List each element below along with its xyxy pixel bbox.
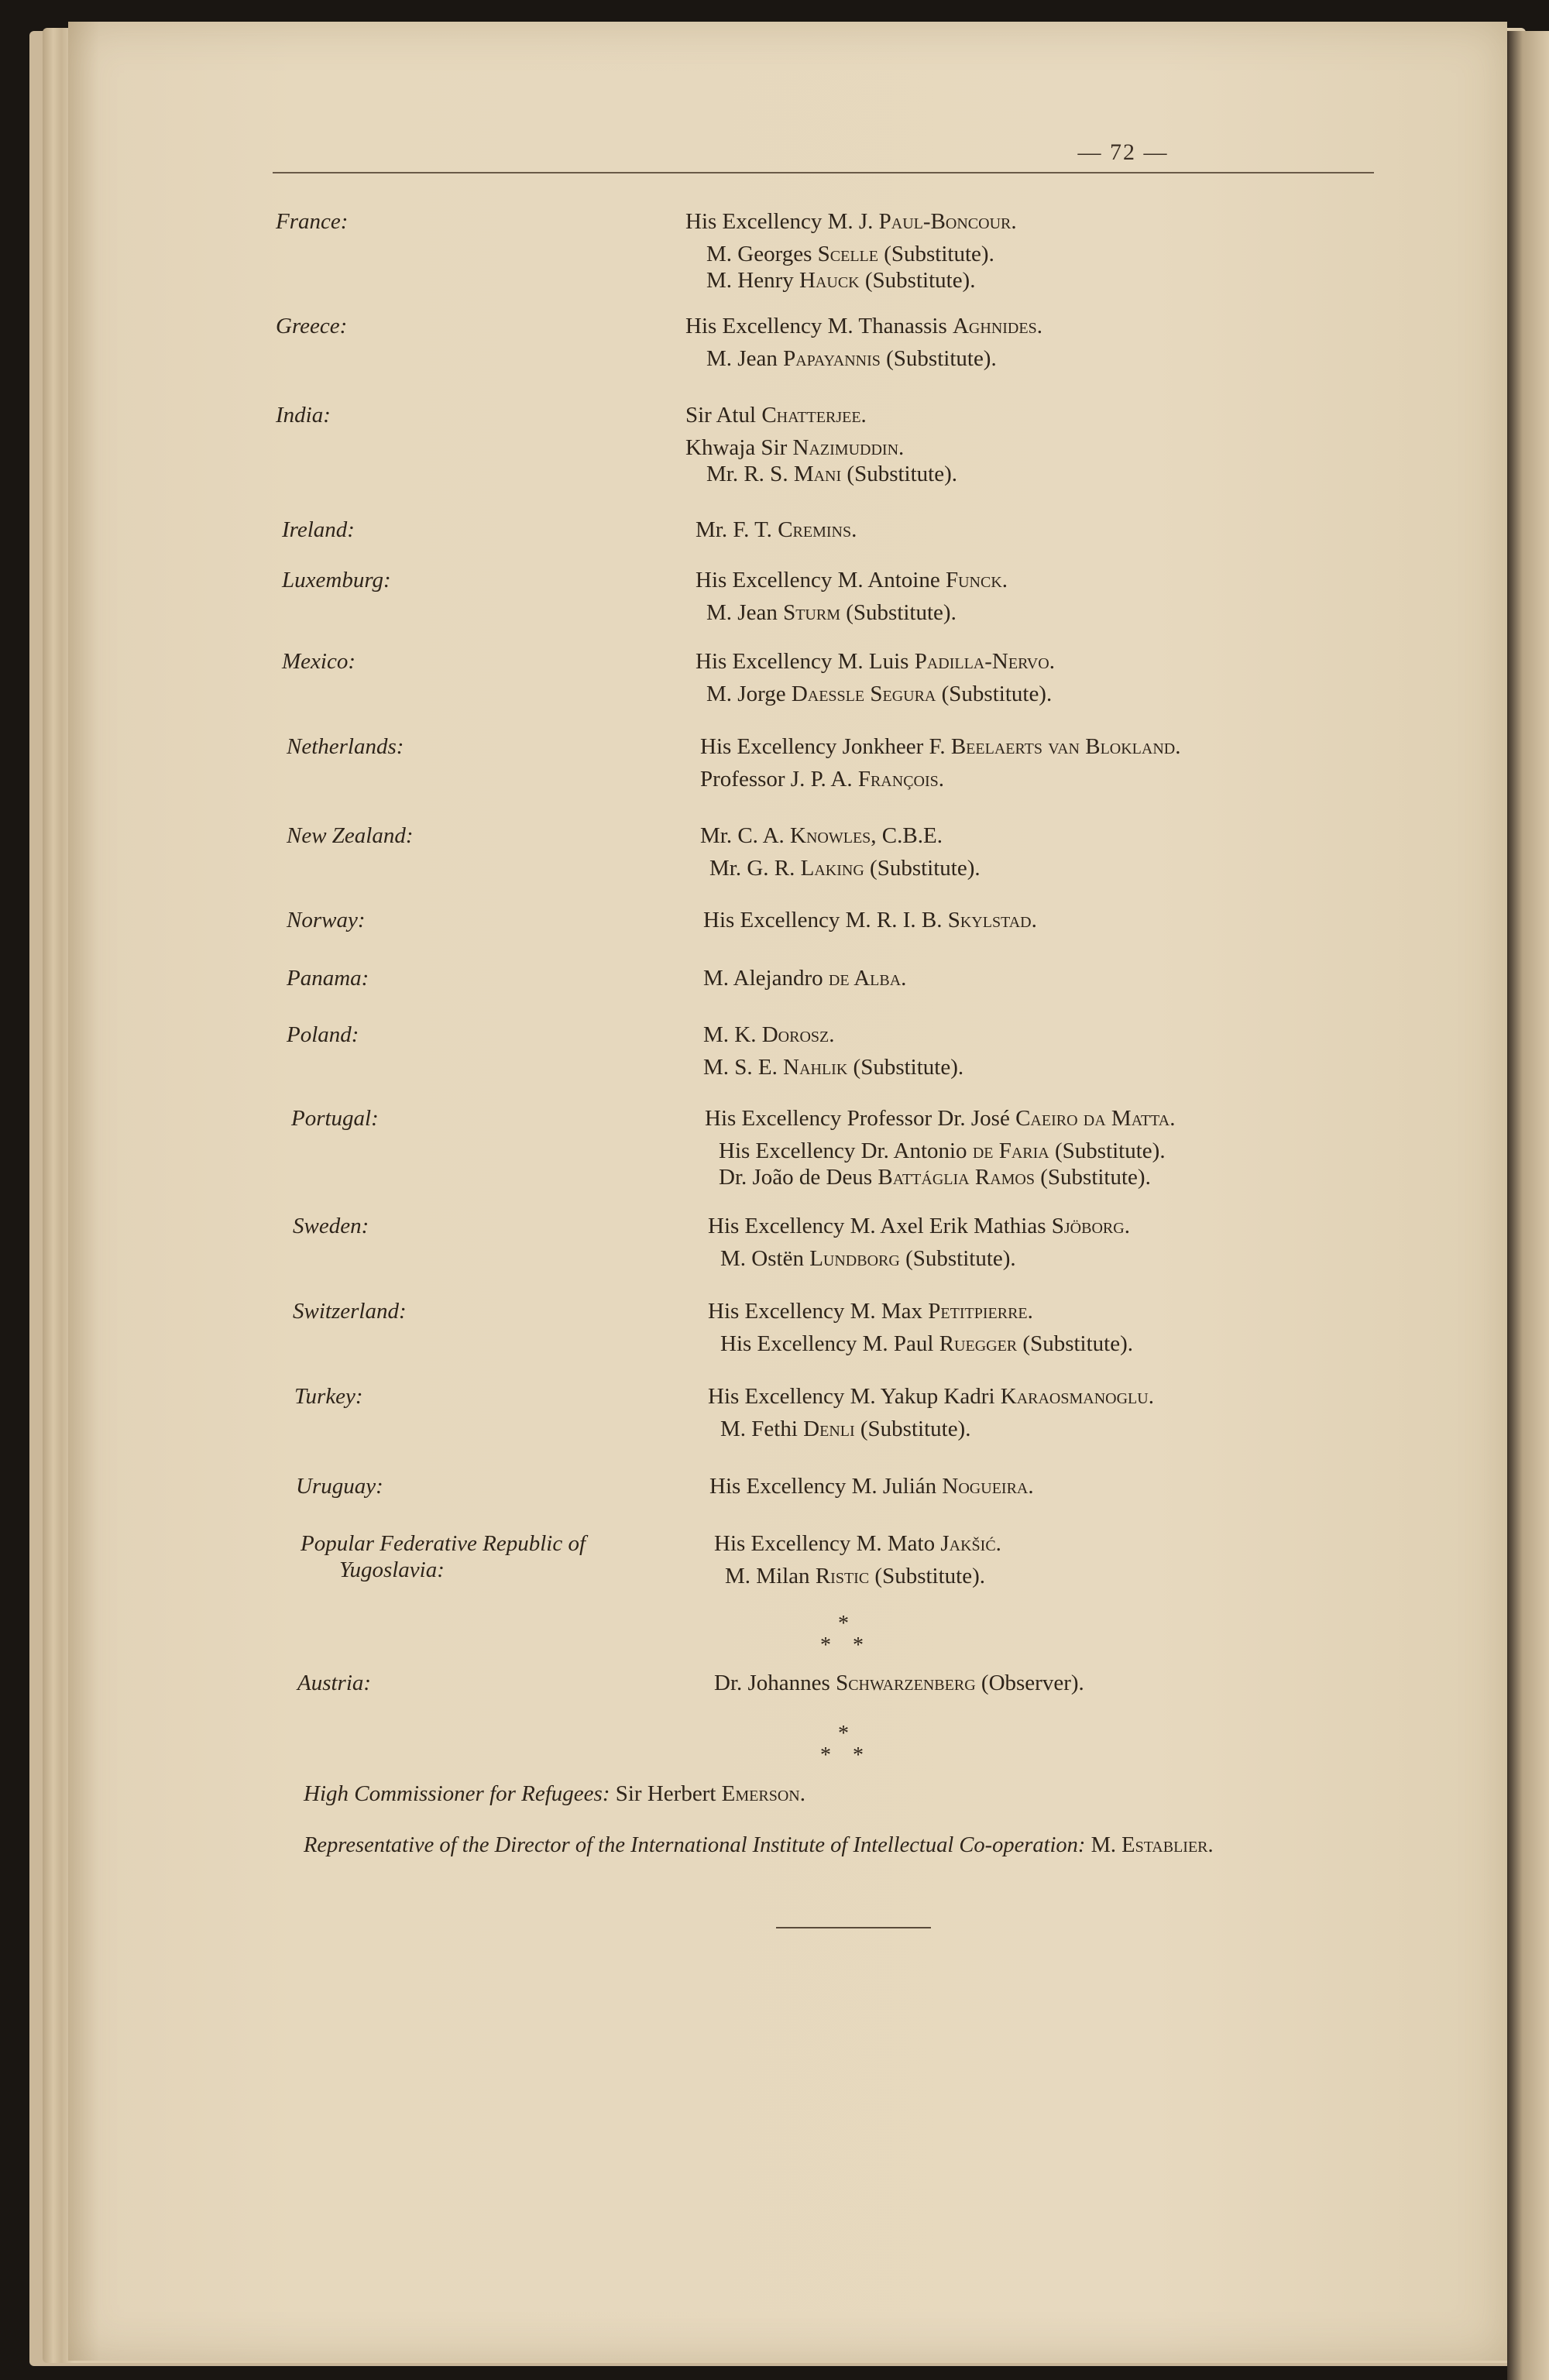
delegate-line: M. Henry Hauck (Substitute).	[706, 268, 976, 293]
delegate-line: His Excellency M. Mato Jakšić.	[714, 1531, 1001, 1556]
closing-rule	[776, 1927, 931, 1928]
delegate-surname: Ristic	[815, 1564, 870, 1588]
delegate-surname: François	[857, 767, 939, 792]
observer-member: Dr. Johannes Schwarzenberg (Observer).	[714, 1671, 1084, 1695]
delegate-line: Khwaja Sir Nazimuddin.	[685, 435, 905, 460]
delegate-line: His Excellency M. Max Petitpierre.	[708, 1299, 1033, 1324]
delegation-country: France:	[276, 209, 349, 234]
delegation-country: Panama:	[287, 966, 369, 991]
delegate-line: M. Jorge Daessle Segura (Substitute).	[706, 682, 1053, 706]
delegation-country: Ireland:	[282, 517, 355, 542]
delegation-country: Turkey:	[294, 1384, 363, 1409]
delegate-surname: Ruegger	[939, 1331, 1018, 1356]
delegate-surname: Paul-Boncour	[878, 209, 1011, 234]
delegation-country: Norway:	[287, 908, 366, 932]
page-number: — 72 —	[1077, 139, 1169, 165]
delegate-surname: Aghnides	[952, 314, 1037, 338]
delegate-line: His Excellency M. Paul Ruegger (Substitute).	[720, 1331, 1133, 1356]
delegate-line: Dr. João de Deus Battáglia Ramos (Substitute).	[719, 1165, 1151, 1190]
delegate-line: His Excellency M. Julián Nogueira.	[709, 1474, 1034, 1499]
delegation-country: Greece:	[276, 314, 348, 338]
separator-stars-2: * * *	[820, 1722, 864, 1767]
delegate-surname: Nahlik	[783, 1055, 848, 1080]
delegate-surname: Petitpierre	[928, 1299, 1028, 1324]
delegation-country: Sweden:	[293, 1214, 369, 1238]
delegate-surname: Funck	[945, 568, 1002, 592]
delegate-surname: Battáglia Ramos	[878, 1165, 1035, 1190]
delegate-surname: Laking	[800, 856, 864, 881]
observer-country: Austria:	[297, 1671, 372, 1695]
delegation-country: India:	[276, 403, 331, 428]
delegation-country: Uruguay:	[296, 1474, 383, 1499]
delegate-line: His Excellency Dr. Antonio de Faria (Substitute).	[719, 1138, 1166, 1163]
delegate-line: M. Jean Sturm (Substitute).	[706, 600, 957, 625]
delegation-country: New Zealand:	[287, 823, 414, 848]
delegate-line: His Excellency M. Thanassis Aghnides.	[685, 314, 1042, 338]
delegate-line: Mr. R. S. Mani (Substitute).	[706, 462, 958, 486]
high-commissioner: High Commissioner for Refugees: Sir Herbert Emerson.	[304, 1781, 805, 1806]
delegate-surname: Nazimuddin	[792, 435, 899, 460]
delegate-surname: Daessle Segura	[791, 682, 936, 706]
delegate-line: His Excellency Professor Dr. José Caeiro da Matta.	[705, 1106, 1176, 1131]
delegate-line: His Excellency M. J. Paul-Boncour.	[685, 209, 1017, 234]
delegate-surname: Sturm	[783, 600, 840, 625]
delegation-country: Netherlands:	[287, 734, 404, 759]
delegate-surname: Cremins	[778, 517, 852, 542]
delegate-line: M. Fethi Denli (Substitute).	[720, 1417, 971, 1441]
delegate-line: His Excellency M. R. I. B. Skylstad.	[703, 908, 1037, 932]
delegate-surname: de Alba	[828, 966, 902, 991]
delegate-line: M. Alejandro de Alba.	[703, 966, 907, 991]
separator-stars-1: * * *	[820, 1612, 864, 1657]
delegate-surname: Sjöborg	[1051, 1214, 1125, 1238]
delegate-surname: Knowles	[790, 823, 871, 848]
delegate-surname: Skylstad	[947, 908, 1032, 932]
delegate-surname: Nogueira	[942, 1474, 1029, 1499]
delegate-line: M. S. E. Nahlik (Substitute).	[703, 1055, 964, 1080]
delegate-surname: Dorosz	[761, 1022, 829, 1047]
delegate-line: M. Milan Ristic (Substitute).	[725, 1564, 985, 1588]
delegation-country: Mexico:	[282, 649, 355, 674]
delegation-country: Switzerland:	[293, 1299, 407, 1324]
delegate-line: Mr. C. A. Knowles, C.B.E.	[700, 823, 943, 848]
delegate-surname: Papayannis	[783, 346, 881, 371]
delegation-country: Luxemburg:	[282, 568, 391, 592]
delegate-line: M. Georges Scelle (Substitute).	[706, 242, 994, 266]
delegate-surname: Jakšić	[940, 1531, 996, 1556]
delegate-surname: Caeiro da Matta	[1015, 1106, 1170, 1131]
delegate-surname: Padilla-Nervo	[914, 649, 1049, 674]
representative: Representative of the Director of the International Institute of Intellectual Co-operation: M. Establier.	[304, 1833, 1214, 1857]
delegate-surname: Karaosmanoglu	[1000, 1384, 1149, 1409]
delegate-line: His Excellency M. Luis Padilla-Nervo.	[696, 649, 1055, 674]
delegate-line: Professor J. P. A. François.	[700, 767, 945, 792]
delegate-surname: Mani	[793, 462, 842, 486]
delegate-surname: Denli	[803, 1417, 855, 1441]
delegate-surname: Lundborg	[809, 1246, 900, 1271]
delegate-surname: de Faria	[972, 1138, 1049, 1163]
delegate-line: Sir Atul Chatterjee.	[685, 403, 867, 428]
delegate-line: His Excellency M. Antoine Funck.	[696, 568, 1008, 592]
delegate-line: Mr. G. R. Laking (Substitute).	[709, 856, 981, 881]
delegation-country: Poland:	[287, 1022, 359, 1047]
facing-page-edge	[1507, 31, 1549, 2380]
delegate-surname: Scelle	[817, 242, 878, 266]
delegate-line: His Excellency M. Axel Erik Mathias Sjöborg.	[708, 1214, 1130, 1238]
delegate-surname: Beelaerts van Blokland	[950, 734, 1176, 759]
delegate-line: M. Jean Papayannis (Substitute).	[706, 346, 997, 371]
delegate-line: Mr. F. T. Cremins.	[696, 517, 857, 542]
header-rule	[273, 172, 1374, 173]
delegation-country-cont: Yugoslavia:	[339, 1557, 445, 1582]
delegate-line: His Excellency M. Yakup Kadri Karaosmanoglu.	[708, 1384, 1154, 1409]
delegate-line: His Excellency Jonkheer F. Beelaerts van Blokland.	[700, 734, 1181, 759]
delegate-surname: Chatterjee	[761, 403, 861, 428]
delegate-line: M. K. Dorosz.	[703, 1022, 835, 1047]
delegation-country: Portugal:	[291, 1106, 379, 1131]
delegate-surname: Hauck	[799, 268, 860, 293]
delegate-line: M. Ostën Lundborg (Substitute).	[720, 1246, 1016, 1271]
page	[68, 22, 1507, 2361]
delegation-country: Popular Federative Republic of	[301, 1531, 586, 1556]
